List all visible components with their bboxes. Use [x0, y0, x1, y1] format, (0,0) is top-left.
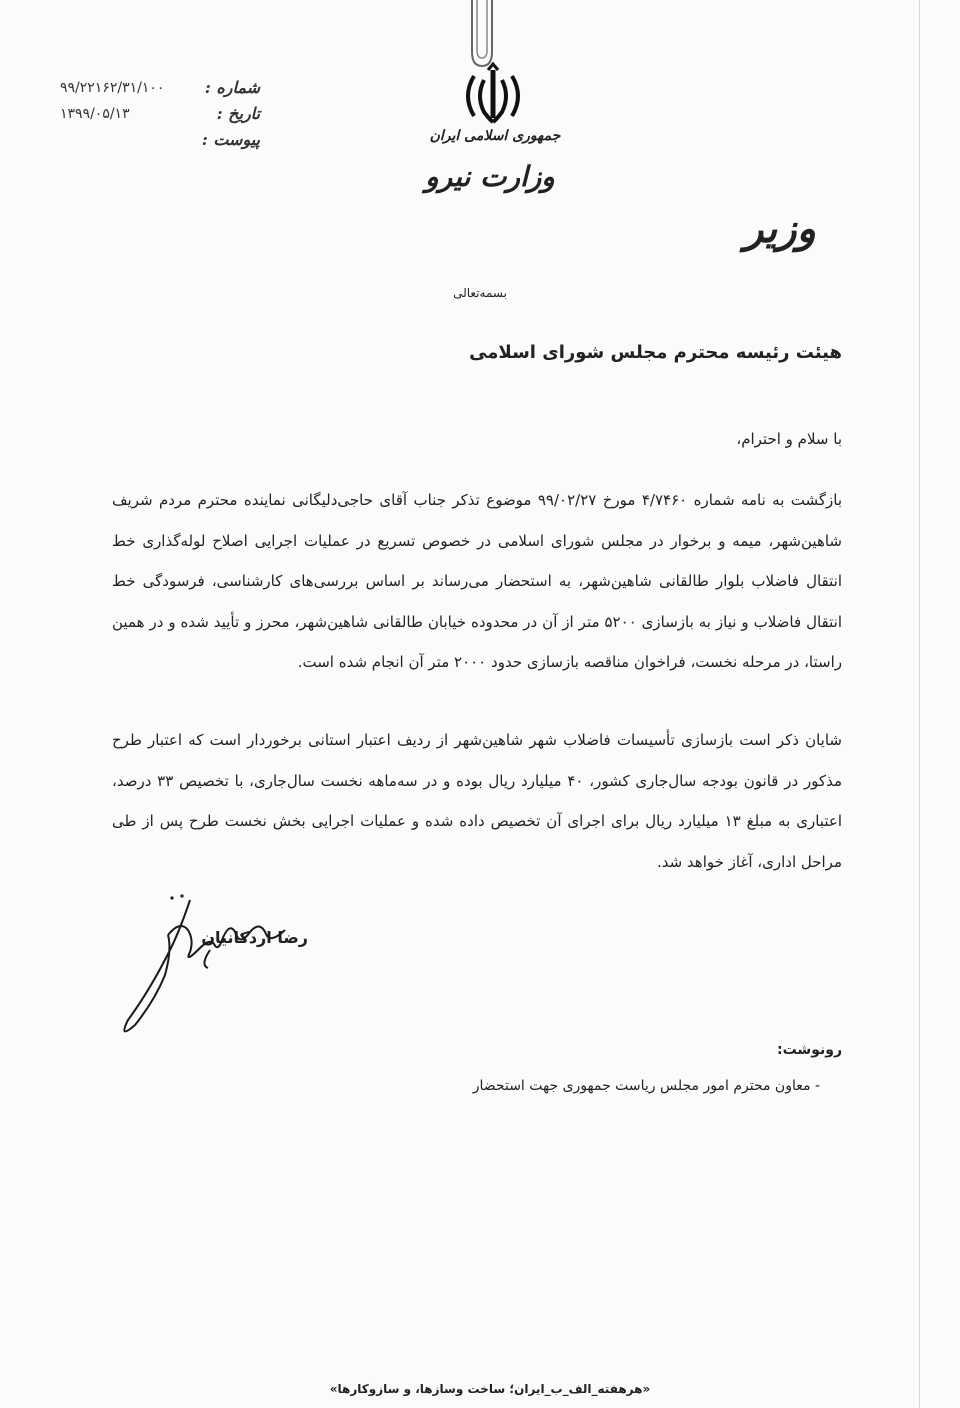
signer-name: رضا اردکانیان: [201, 928, 308, 947]
letter-number-row: [60, 78, 260, 104]
cc-label: رونوشت:: [777, 1042, 842, 1058]
page-fold-line: [919, 0, 920, 1408]
addressee: هیئت رئیسه محترم مجلس شورای اسلامی: [469, 342, 842, 363]
signature-image: [110, 890, 330, 1050]
letter-attachment-row: [60, 130, 260, 156]
body-paragraph-2: شایان ذکر است بازسازی تأسیسات فاضلاب شهر شاهین‌شهر از ردیف اعتبار استانی برخوردار است که اعتبار طرح مذکور در قانون بودجه سال‌جاری کشور، ۴۰ میلیارد ریال بوده و در سه‌ماهه نخست سال‌جاری، با تخصیص ۳۳ درصد، اعتباری به مبلغ ۱۳ میلیارد ریال برای اجرای آن تخصیص داده شده و عملیات اجرایی بخش نخست طرح پس از طی مراحل اداری، آغاز خواهد شد.: [112, 731, 842, 871]
ministry-title: وزارت نیرو: [425, 160, 555, 193]
letter-number-value: ۹۹/۲۲۱۶۲/۳۱/۱۰۰: [60, 80, 165, 96]
footer-watermark: «هرهفته_الف_ب_ایران؛ ساخت وسازها، و سازوکارها»: [329, 1382, 651, 1396]
letter-number-label: شماره :: [204, 78, 260, 97]
country-title: جمهوری اسلامی ایران: [429, 128, 561, 144]
cc-item: - معاون محترم امور مجلس ریاست جمهوری جهت استحضار: [472, 1078, 820, 1094]
letter-meta: [60, 78, 260, 156]
minister-title: وزیر: [744, 205, 816, 252]
greeting: با سلام و احترام،: [736, 430, 842, 448]
basmala: بسمه‌تعالی: [453, 286, 507, 300]
letter-date-label: تاریخ :: [216, 104, 260, 123]
letter-attachment-label: پیوست :: [201, 130, 260, 149]
body-paragraph-1: بازگشت به نامه شماره ۴/۷۴۶۰ مورخ ۹۹/۰۲/۲۷ موضوع تذکر جناب آقای حاجی‌دلیگانی نماینده محترم مردم شریف شاهین‌شهر، میمه و برخوار در مجلس شورای اسلامی در خصوص تسریع در عملیات اجرایی اصلاح لوله‌گذاری خط انتقال فاضلاب بلوار طالقانی شاهین‌شهر، به استحضار می‌رساند بر اساس بررسی‌های کارشناسی، فرسودگی خط انتقال فاضلاب و نیاز به بازسازی ۵۲۰۰ متر از آن در محدوده خیابان طالقانی شاهین‌شهر، محرز و تأیید شده و در همین راستا، در مرحله نخست، فراخوان مناقصه بازسازی حدود ۲۰۰۰ متر آن انجام شده است.: [112, 491, 843, 671]
iran-emblem-icon: [458, 62, 528, 132]
letter-date-row: [60, 104, 260, 130]
letter-date-value: ۱۳۹۹/۰۵/۱۳: [60, 106, 130, 122]
